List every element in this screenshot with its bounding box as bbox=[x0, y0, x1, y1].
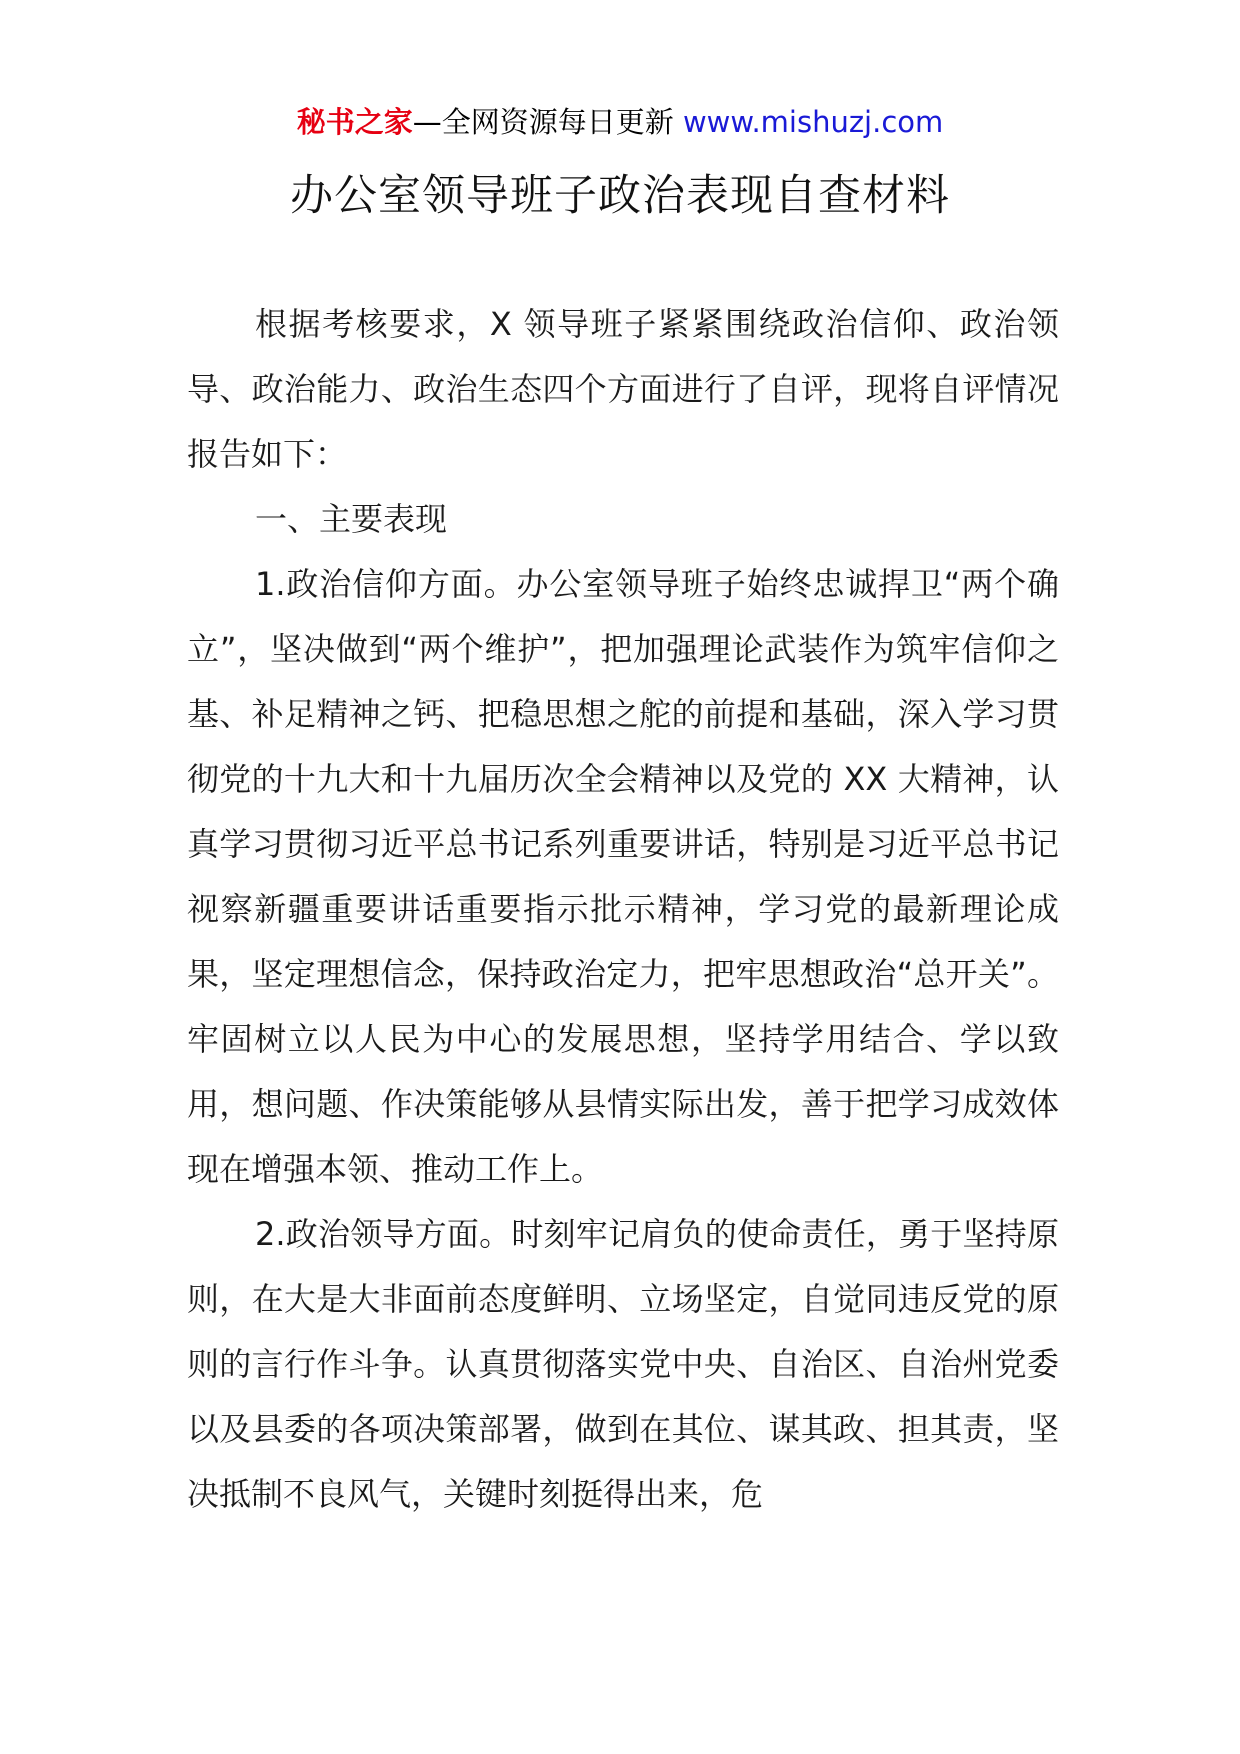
paragraph-political-belief: 1.政治信仰方面。办公室领导班子始终忠诚捍卫“两个确立”，坚决做到“两个维护”，把加强理论武装作为筑牢信仰之基、补足精神之钙、把稳思想之舵的前提和基础，深入学习贯彻党的十九大和十九届历次全会精神以及党的 XX 大精神，认真学习贯彻习近平总书记系列重要讲话，特别是习近平总书记视察新疆重要讲话重要指示批示精神，学习党的最新理论成果，坚定理想信念，保持政治定力，把牢思想政治“总开关”。牢固树立以人民为中心的发展思想，坚持学用结合、学以致用，想问题、作决策能够从县情实际出发，善于把学习成效体现在增强本领、推动工作上。 bbox=[187, 565, 1059, 1188]
site-url-link[interactable]: www.mishuzj.com bbox=[682, 105, 944, 139]
document-title: 办公室领导班子政治表现自查材料 bbox=[290, 171, 950, 221]
site-header bbox=[0, 102, 1240, 142]
intro-paragraph: 根据考核要求，X 领导班子紧紧围绕政治信仰、政治领导、政治能力、政治生态四个方面进行了自评，现将自评情况报告如下： bbox=[187, 305, 1059, 473]
section-heading: 一、主要表现 bbox=[255, 500, 448, 538]
brand-name: 秘书之家 bbox=[296, 105, 413, 139]
document-body bbox=[187, 292, 1059, 1527]
header-tagline: —全网资源每日更新 bbox=[412, 105, 674, 139]
paragraph-political-leadership: 2.政治领导方面。时刻牢记肩负的使命责任，勇于坚持原则，在大是大非面前态度鲜明、立场坚定，自觉同违反党的原则的言行作斗争。认真贯彻落实党中央、自治区、自治州党委以及县委的各项决策部署，做到在其位、谋其政、担其责，坚决抵制不良风气，关键时刻挺得出来，危 bbox=[187, 1215, 1059, 1513]
